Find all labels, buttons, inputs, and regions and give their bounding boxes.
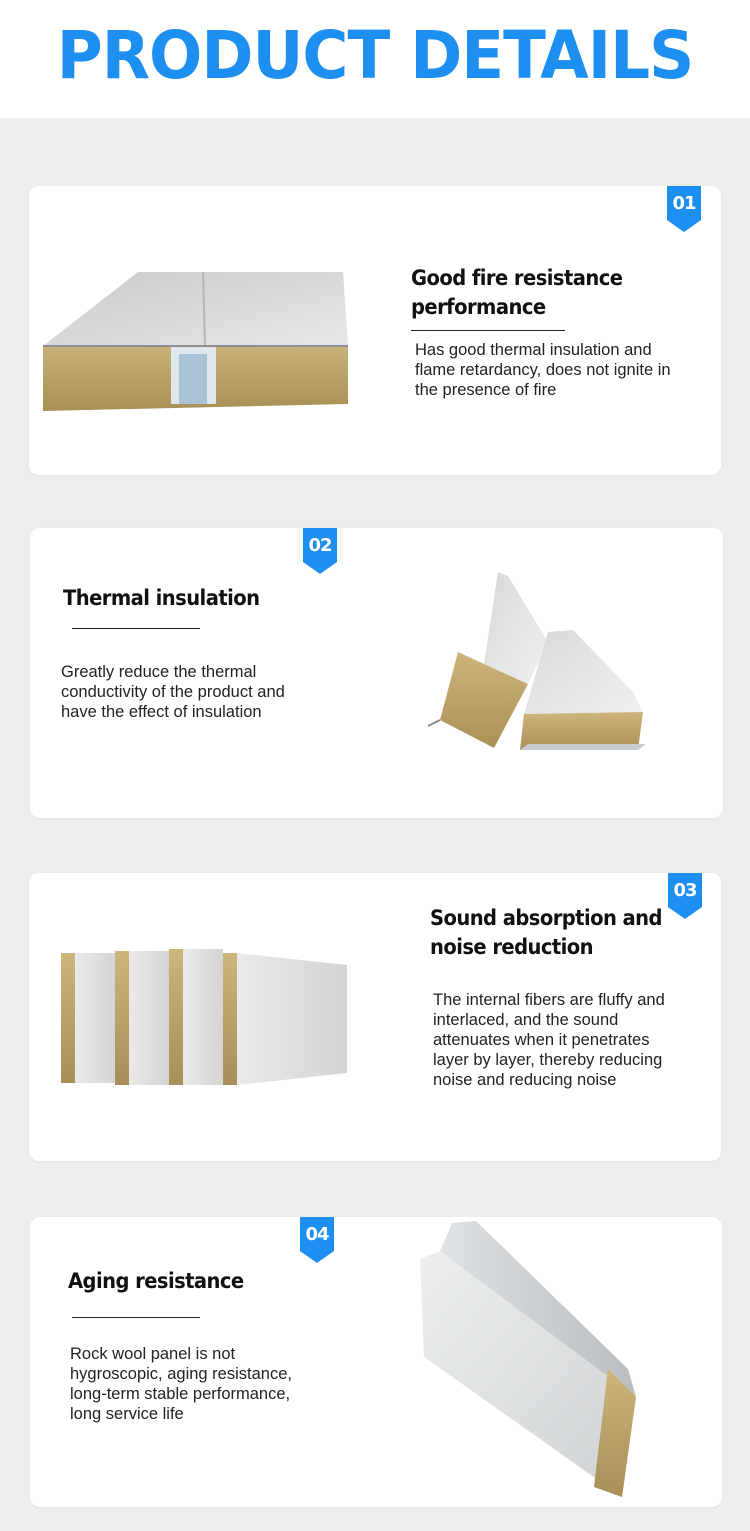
feature-description (415, 340, 715, 400)
rock-wool-panel-pair-image (428, 572, 650, 757)
feature-title (68, 1267, 347, 1296)
title-divider (72, 628, 200, 629)
rock-wool-panel-image (43, 266, 353, 421)
feature-title-line: noise reduction (430, 935, 594, 959)
description-line: layer by layer, thereby reducing (433, 1051, 663, 1069)
description-line: flame retardancy, does not ignite in (415, 361, 671, 379)
feature-description (61, 662, 361, 722)
rock-wool-wall-panels-image (57, 943, 357, 1166)
feature-title-line: Thermal insulation (63, 586, 260, 610)
feature-title-line: Sound absorption and (430, 906, 662, 930)
description-line: The internal fibers are fluffy and (433, 991, 665, 1009)
page-title: PRODUCT DETAILS (56, 17, 694, 94)
description-line: hygroscopic, aging resistance, (70, 1365, 292, 1383)
feature-title-line: Aging resistance (68, 1269, 244, 1293)
title-divider (72, 1317, 200, 1318)
description-line: Rock wool panel is not (70, 1345, 236, 1363)
description-line: attenuates when it penetrates (433, 1031, 650, 1049)
description-line: have the effect of insulation (61, 703, 262, 721)
badge-number: 04 (305, 1224, 329, 1245)
feature-title (430, 904, 709, 962)
description-line: Greatly reduce the thermal (61, 663, 257, 681)
feature-title (411, 264, 690, 322)
badge-number: 01 (672, 193, 696, 214)
description-line: long-term stable performance, (70, 1385, 291, 1403)
feature-title-line: Good fire resistance (411, 266, 623, 290)
rock-wool-panel-side-image (418, 1219, 648, 1509)
feature-description (433, 990, 723, 1090)
feature-card-aging-resistance (30, 1217, 722, 1507)
description-line: interlaced, and the sound (433, 1011, 619, 1029)
badge-number: 02 (308, 535, 332, 556)
description-line: Has good thermal insulation and (415, 341, 652, 359)
title-divider (411, 330, 565, 331)
feature-title-line: performance (411, 295, 546, 319)
badge-01 (667, 186, 701, 232)
badge-number: 03 (673, 880, 697, 901)
description-line: noise and reducing noise (433, 1071, 617, 1089)
description-line: the presence of fire (415, 381, 557, 399)
badge-04 (300, 1217, 334, 1263)
feature-card-thermal-insulation (30, 528, 723, 818)
feature-title (63, 584, 342, 613)
badge-02 (303, 528, 337, 574)
feature-card-fire-resistance (29, 186, 721, 475)
description-line: conductivity of the product and (61, 683, 285, 701)
page-header (0, 0, 750, 118)
description-line: long service life (70, 1405, 184, 1423)
feature-card-sound-absorption (29, 873, 721, 1161)
feature-description (70, 1344, 370, 1424)
